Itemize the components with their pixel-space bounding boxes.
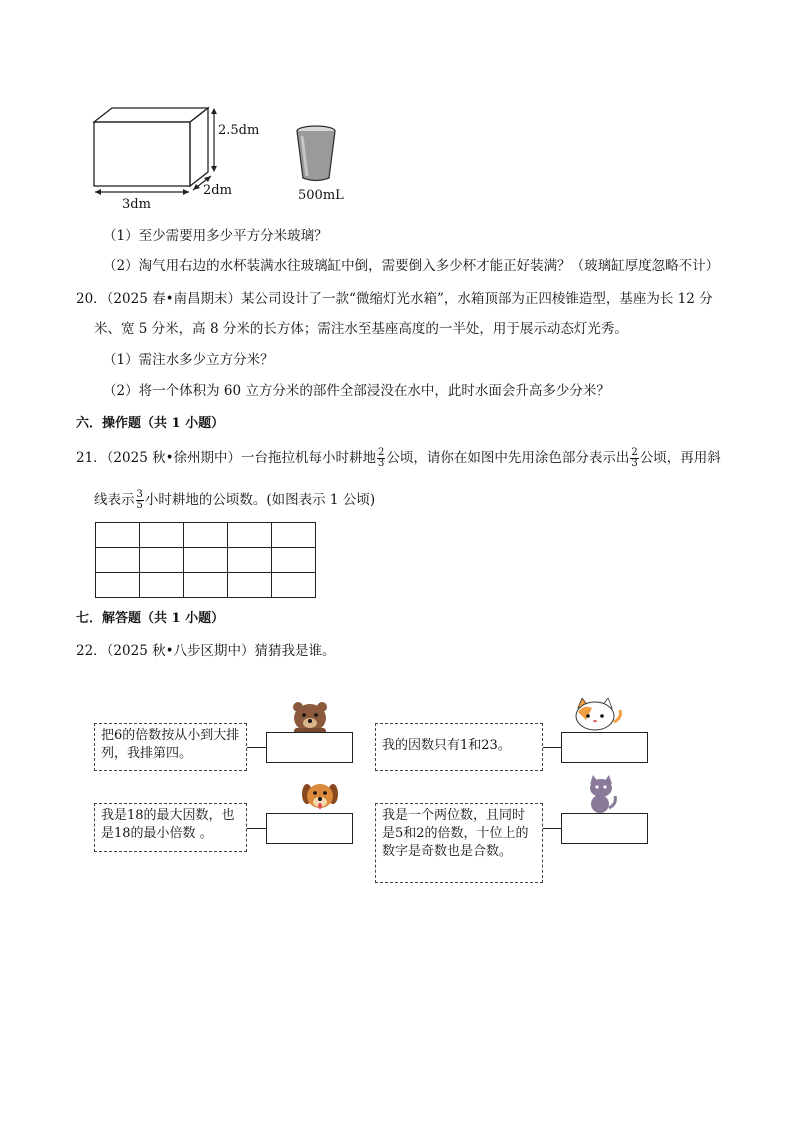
grid-cell[interactable]: [140, 573, 184, 598]
frac-num: 2: [631, 447, 638, 458]
width-label: 2dm: [203, 183, 232, 198]
grid-cell[interactable]: [228, 523, 272, 548]
section-7-heading: 七．解答题（共 1 小题）: [76, 611, 225, 626]
fraction-two-thirds: [377, 448, 385, 469]
section-6-heading: 六．操作题（共 1 小题）: [76, 416, 225, 431]
answer-box-3[interactable]: [266, 813, 353, 844]
q21-text-d: 线表示: [94, 492, 135, 508]
connector-line: [247, 747, 266, 748]
clue-3-text: 我是18的最大因数，也是18的最小倍数 。: [101, 808, 235, 841]
q22-title: 22．（2025 秋•八步区期中）猜猜我是谁。: [76, 643, 336, 659]
grid-cell[interactable]: [272, 523, 316, 548]
hectare-grid: [95, 522, 316, 598]
grid-row: [96, 523, 316, 548]
grid-cell[interactable]: [228, 573, 272, 598]
grid-cell[interactable]: [272, 573, 316, 598]
q21-text-a: 21．（2025 秋•徐州期中）一台拖拉机每小时耕地: [76, 450, 377, 466]
q21-text-c: 公顷，再用斜: [639, 450, 721, 466]
grid-cell[interactable]: [184, 523, 228, 548]
grid-cell[interactable]: [140, 523, 184, 548]
clue-2-text: 我的因数只有1和23。: [382, 738, 511, 753]
frac-den: 3: [378, 458, 385, 469]
grid-cell[interactable]: [96, 548, 140, 573]
fraction-three-fifths: [136, 490, 144, 511]
clue-4-text: 我是一个两位数，且同时是5和2的倍数，十位上的数字是奇数也是合数。: [382, 808, 529, 859]
q20-line2: 米、宽 5 分米，高 8 分米的长方体；需注水至基座高度的一半处，用于展示动态灯光秀。: [94, 321, 628, 337]
connector-line: [543, 828, 561, 829]
connector-line: [247, 828, 266, 829]
grid-cell[interactable]: [96, 523, 140, 548]
grid-cell[interactable]: [184, 548, 228, 573]
grid-cell[interactable]: [140, 548, 184, 573]
q21-text-b: 公顷，请你在如图中先用涂色部分表示出: [386, 450, 630, 466]
bear-icon: [288, 700, 334, 736]
frac-den: 5: [136, 500, 143, 511]
grid-row: [96, 573, 316, 598]
clue-box-3: [94, 803, 247, 852]
height-label: 2.5dm: [218, 123, 260, 138]
answer-box-2[interactable]: [561, 732, 648, 763]
clue-box-2: [375, 723, 543, 771]
clue-box-1: [94, 723, 247, 771]
connector-line: [543, 747, 561, 748]
q19-sub2: （2）淘气用右边的水杯装满水往玻璃缸中倒，需要倒入多少杯才能正好装满？（玻璃缸厚度忽略不计）: [103, 258, 720, 274]
cup-icon: [292, 124, 340, 184]
cat-icon: [585, 774, 619, 814]
fraction-two-thirds: [630, 448, 638, 469]
frac-num: 3: [136, 489, 143, 500]
q19-sub1: （1）至少需要用多少平方分米玻璃？: [103, 228, 328, 244]
q21-text-e: 小时耕地的公顷数。(如图表示 1 公顷): [144, 492, 376, 508]
dog-icon: [300, 780, 340, 816]
frac-den: 3: [631, 458, 638, 469]
q21-line2: [94, 490, 375, 511]
answer-box-4[interactable]: [561, 813, 648, 844]
clue-1-text: 把6的倍数按从小到大排列，我排第四。: [101, 728, 240, 761]
answer-box-1[interactable]: [266, 732, 353, 763]
clue-box-4: [375, 803, 543, 883]
frac-num: 2: [378, 447, 385, 458]
cup-label: 500mL: [298, 188, 344, 203]
grid-cell[interactable]: [96, 573, 140, 598]
grid-row: [96, 548, 316, 573]
length-label: 3dm: [122, 197, 151, 212]
q20-line1: 20．（2025 春•南昌期末）某公司设计了一款“微缩灯光水箱”，水箱顶部为正四棱锥造型，基座为长 12 分: [76, 291, 713, 307]
grid-cell[interactable]: [184, 573, 228, 598]
cat-icon: [572, 698, 624, 734]
grid-cell[interactable]: [272, 548, 316, 573]
grid-cell[interactable]: [228, 548, 272, 573]
q20-sub2: （2）将一个体积为 60 立方分米的部件全部浸没在水中，此时水面会升高多少分米？: [103, 383, 610, 399]
q21-line1: [76, 448, 721, 469]
q20-sub1: （1）需注水多少立方分米？: [103, 352, 274, 368]
